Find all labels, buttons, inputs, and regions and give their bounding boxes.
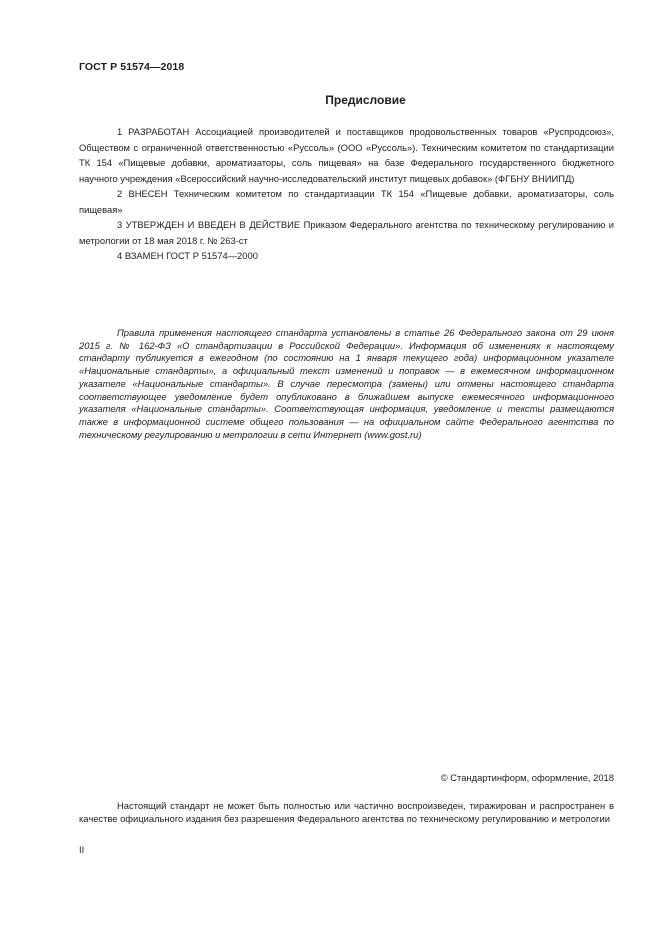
page-title: Предисловие — [325, 93, 406, 107]
foreword-paragraph-3: 3 УТВЕРЖДЕН И ВВЕДЕН В ДЕЙСТВИЕ Приказом Федерального агентства по техническому регулированию и метрологии от 18 мая 2018 г. № 263-ст — [79, 219, 614, 246]
standard-designation-header: ГОСТ Р 51574—2018 — [79, 61, 185, 73]
application-rules-notice: Правила применения настоящего стандарта установлены в статье 26 Федерального закона от 29 июня 2015 г. № 162-ФЗ «О стандартизации в Российской Федерации». Информация об изменениях к настоящему стандарту публикуется в ежегодном (по состоянию на 1 января текущего года) информационном указателе «Национальные стандарты», а официальный текст изменений и поправок — в ежемесячном информационном указателе «Национальные стандарты». В случае пересмотра (замены) или отмены настоящего стандарта соответствующее уведомление будет опубликовано в ближайшем выпуске ежемесячного информационного указателя «Национальные стандарты». Соответствующая информация, уведомление и тексты размещаются также в информационной системе общего пользования — на официальном сайте Федерального агентства по техническому регулированию и метрологии в сети Интернет (www.gost.ru) — [79, 327, 614, 440]
page-number: II — [79, 844, 85, 855]
reproduction-restriction: Настоящий стандарт не может быть полностью или частично воспроизведен, тиражирован и распространен в качестве официального издания без разрешения Федерального агентства по техническому регулированию и метрологии — [79, 800, 614, 824]
foreword-paragraph-2: 2 ВНЕСЕН Техническим комитетом по стандартизации ТК 154 «Пищевые добавки, ароматизаторы, соль пищевая» — [79, 188, 614, 215]
foreword-body — [79, 124, 614, 264]
copyright-line: © Стандартинформ, оформление, 2018 — [440, 772, 614, 783]
foreword-paragraph-1: 1 РАЗРАБОТАН Ассоциацией производителей и поставщиков продовольственных товаров «Руспродсоюз», Обществом с ограниченной ответственностью «Руссоль» (ООО «Руссоль»). Техническим комитетом по стандартизации ТК 154 «Пищевые добавки, ароматизаторы, соль пищевая» на базе Федерального государственного бюджетного научного учреждения «Всероссийский научно-исследовательский институт пищевых добавок» (ФГБНУ ВНИИПД) — [79, 126, 614, 184]
foreword-paragraph-4: 4 ВЗАМЕН ГОСТ Р 51574—2000 — [117, 250, 258, 261]
